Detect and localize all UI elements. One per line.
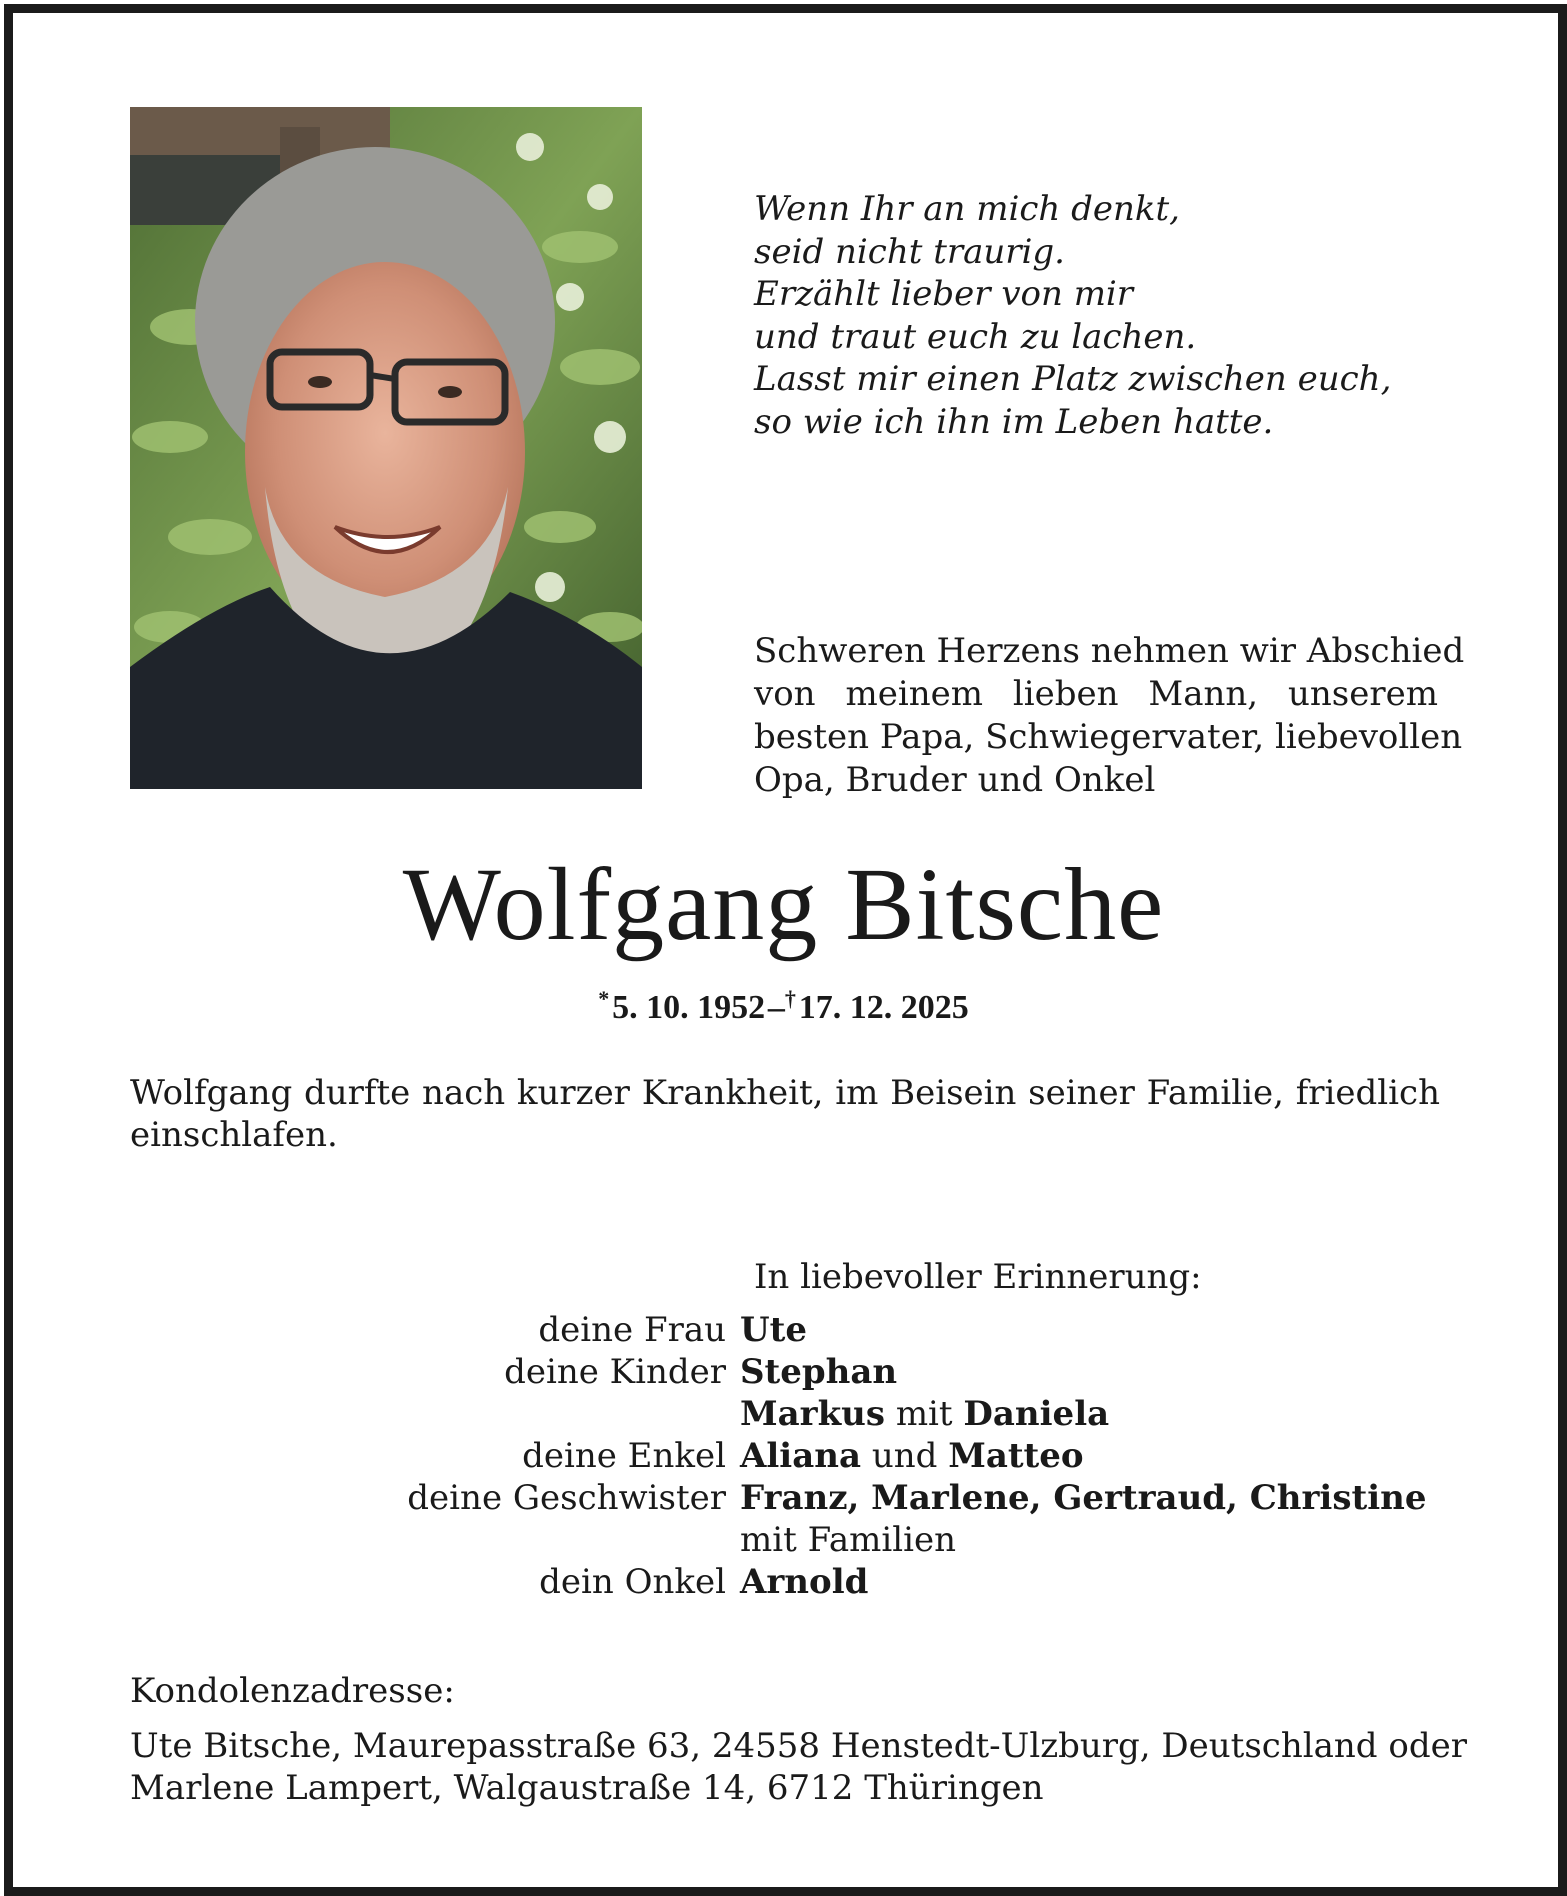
relation-label: deine Enkel	[522, 1436, 726, 1476]
mourner-row	[130, 1561, 1460, 1603]
poem-line: Erzählt lieber von mir	[754, 274, 1134, 314]
relation-label	[130, 1393, 740, 1435]
birth-date: 5. 10. 1952	[612, 989, 766, 1026]
mourner-name: Markus	[740, 1394, 885, 1434]
address-line: Ute Bitsche, Maurepasstraße 63, 24558 Henstedt-Ulzburg, Deutschland oder	[130, 1726, 1467, 1766]
mourner-row	[130, 1309, 1460, 1351]
mourner-name: Ute	[740, 1310, 807, 1350]
remembrance-heading: In liebevoller Erinnerung:	[754, 1257, 1202, 1297]
poem-line: und traut euch zu lachen.	[754, 316, 1197, 357]
poem-line: Wenn Ihr an mich denkt,	[754, 189, 1180, 229]
name-joiner: mit Familien	[740, 1520, 957, 1560]
mourner-row	[130, 1435, 1460, 1477]
mourner-name: Arnold	[740, 1562, 869, 1602]
intro-line: von meinem lieben Mann, unserem	[754, 674, 1438, 714]
relation-label: deine Geschwister	[407, 1478, 726, 1518]
message-line: einschlafen.	[130, 1115, 338, 1155]
relation-label: deine Kinder	[504, 1352, 726, 1392]
relation-label	[130, 1519, 740, 1561]
death-date: 17. 12. 2025	[798, 989, 969, 1026]
mourner-row	[130, 1477, 1460, 1519]
intro-line: Opa, Bruder und Onkel	[754, 760, 1156, 800]
mourner-name: Stephan	[740, 1352, 898, 1392]
mourner-row	[130, 1519, 1460, 1561]
deceased-name: Wolfgang Bitsche	[402, 847, 1165, 962]
relation-label: dein Onkel	[539, 1562, 726, 1602]
passing-message	[130, 1072, 1440, 1156]
condolence-label: Kondolenzadresse:	[130, 1671, 455, 1711]
message-line: Wolfgang durfte nach kurzer Krankheit, im Beisein seiner Familie, friedlich	[130, 1073, 1440, 1113]
mourner-row	[130, 1351, 1460, 1393]
death-symbol: †	[784, 986, 796, 1011]
name-joiner: und	[871, 1436, 938, 1476]
mourners-list	[130, 1309, 1460, 1603]
relation-label: deine Frau	[538, 1310, 726, 1350]
intro-line: Schweren Herzens nehmen wir Abschied	[754, 631, 1465, 671]
memorial-poem	[754, 188, 1454, 443]
farewell-intro	[754, 630, 1465, 802]
date-separator: –	[767, 989, 785, 1026]
portrait-photo	[130, 107, 642, 789]
mourner-name: Franz, Marlene, Gertraud, Christine	[740, 1478, 1427, 1518]
poem-line: so wie ich ihn im Leben hatte.	[754, 401, 1274, 442]
name-joiner: mit	[895, 1394, 953, 1434]
mourner-row	[130, 1393, 1460, 1435]
intro-line: besten Papa, Schwiegervater, liebevollen	[754, 717, 1463, 757]
life-dates	[0, 978, 1567, 1029]
condolence-address	[130, 1725, 1467, 1809]
mourner-name: Aliana	[740, 1436, 861, 1476]
poem-line: Lasst mir einen Platz zwischen euch,	[754, 359, 1392, 399]
poem-line: seid nicht traurig.	[754, 231, 1065, 272]
birth-symbol: *	[598, 986, 610, 1011]
mourner-name: Matteo	[948, 1436, 1084, 1476]
address-line: Marlene Lampert, Walgaustraße 14, 6712 Thüringen	[130, 1768, 1044, 1808]
mourner-name: Daniela	[963, 1394, 1110, 1434]
